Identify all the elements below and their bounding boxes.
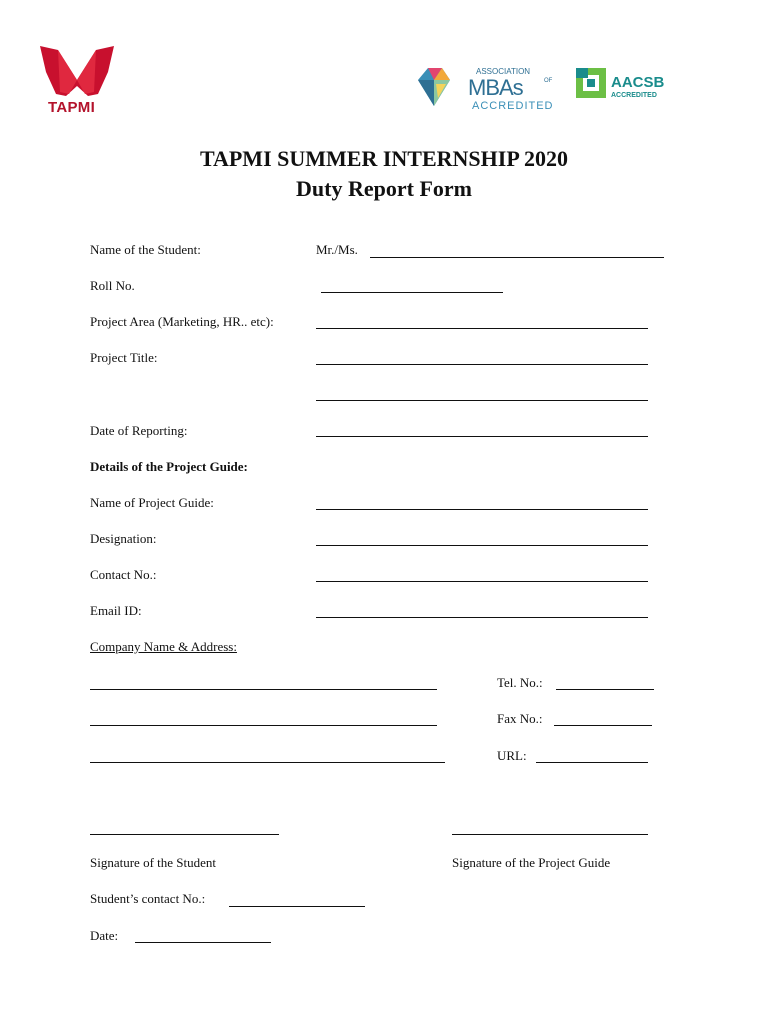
project-area-label: Project Area (Marketing, HR.. etc): (90, 314, 274, 329)
student-name-prefix: Mr./Ms. (316, 242, 358, 257)
aacsb-accredited-text: ACCREDITED (611, 92, 657, 99)
url-field[interactable] (536, 762, 648, 763)
date-label: Date: (90, 928, 119, 943)
aacsb-name-text: AACSB (611, 74, 665, 91)
fax-no-label: Fax No.: (497, 711, 543, 726)
designation-label: Designation: (90, 531, 157, 546)
aacsb-accredited-logo (574, 64, 670, 104)
student-contact-label: Student’s contact No.: (90, 891, 206, 906)
fax-no-field[interactable] (554, 725, 652, 726)
company-address-label: Company Name & Address: (90, 639, 237, 654)
company-address-field-line-1[interactable] (90, 689, 437, 690)
student-name-field[interactable] (370, 257, 664, 258)
amba-of-text: OF (544, 78, 553, 84)
email-label: Email ID: (90, 603, 142, 618)
guide-name-field[interactable] (316, 509, 648, 510)
amba-accredited-text: ACCREDITED (472, 100, 554, 112)
tel-no-label: Tel. No.: (497, 675, 543, 690)
tapmi-logo-text: TAPMI (48, 99, 96, 116)
project-title-field-line-1[interactable] (316, 364, 648, 365)
roll-no-label: Roll No. (90, 278, 135, 293)
student-signature-field[interactable] (90, 834, 279, 835)
amba-accredited-logo (416, 62, 562, 114)
project-title-field-line-2[interactable] (316, 400, 648, 401)
contact-no-label: Contact No.: (90, 567, 157, 582)
company-address-field-line-3[interactable] (90, 762, 445, 763)
student-name-label: Name of the Student: (90, 242, 201, 257)
contact-no-field[interactable] (316, 581, 648, 582)
amba-mbas-text: MBAs (468, 75, 523, 100)
guide-signature-field[interactable] (452, 834, 648, 835)
guide-section-heading: Details of the Project Guide: (90, 459, 248, 474)
guide-name-label: Name of Project Guide: (90, 495, 214, 510)
date-of-reporting-field[interactable] (316, 436, 648, 437)
student-signature-label: Signature of the Student (90, 855, 217, 870)
email-field[interactable] (316, 617, 648, 618)
page-title: TAPMI SUMMER INTERNSHIP 2020 (199, 146, 569, 171)
url-label: URL: (497, 748, 527, 763)
page-subtitle: Duty Report Form (296, 176, 472, 201)
tel-no-field[interactable] (556, 689, 654, 690)
project-area-field[interactable] (316, 328, 648, 329)
roll-no-field[interactable] (321, 292, 503, 293)
student-contact-field[interactable] (229, 906, 365, 907)
guide-signature-label: Signature of the Project Guide (452, 855, 611, 870)
company-address-field-line-2[interactable] (90, 725, 437, 726)
project-title-label: Project Title: (90, 350, 158, 365)
designation-field[interactable] (316, 545, 648, 546)
amba-association-text: ASSOCIATION (476, 67, 531, 76)
date-field[interactable] (135, 942, 271, 943)
date-of-reporting-label: Date of Reporting: (90, 423, 188, 438)
